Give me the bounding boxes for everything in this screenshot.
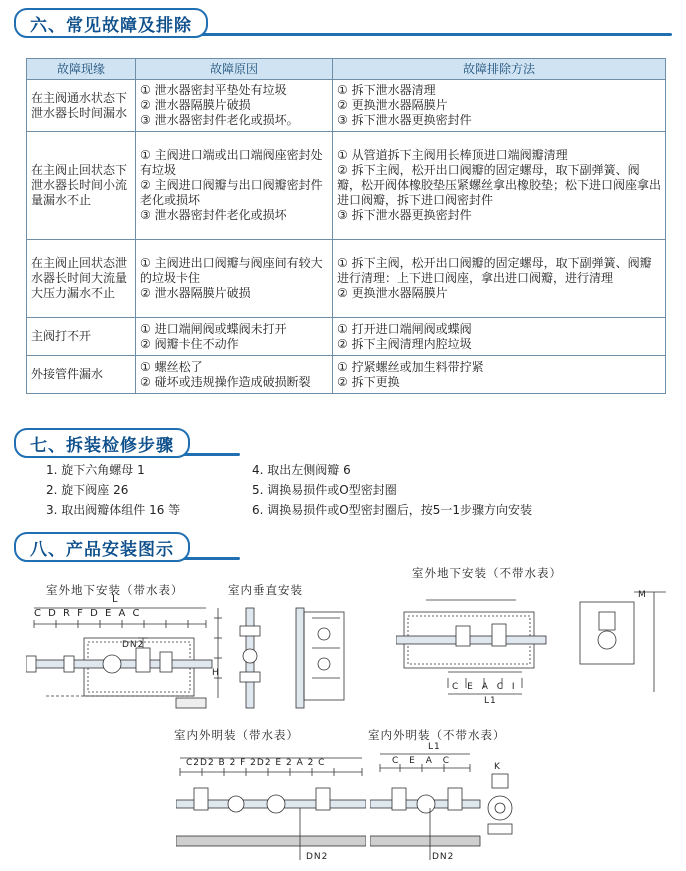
pipe-section [598, 631, 616, 649]
dim-L1: L1 [484, 696, 497, 706]
valve [240, 626, 260, 636]
diagram-title: 室内垂直安装 [228, 583, 303, 597]
cause-item: ② 主阀进口阀瓣与出口阀瓣密封件老化或损坏 [140, 178, 323, 207]
fix-item: ② 拆下主阀，松开出口阀瓣的固定螺母，取下副弹簧、阀瓣，松开阀体橡胶垫压紧螺丝拿出橡胶垫；松下进口阀座拿出进口阀瓣，拆下进口阀密封件 [337, 163, 662, 207]
cause-item: ① 主阀进口端或出口端阀座密封处有垃圾 [140, 148, 323, 177]
table-row [27, 80, 666, 132]
cause-item: ② 泄水器隔膜片破损 [140, 286, 251, 300]
diagram-title: 室内外明装（带水表） [174, 728, 299, 742]
valve-side-view [492, 774, 508, 788]
table-row [27, 318, 666, 356]
symptom-cell: 在主阀通水状态下泄水器长时间漏水 [27, 80, 136, 132]
cause-item: ① 主阀进出口阀瓣与阀座间有较大的垃圾卡住 [140, 256, 323, 285]
cause-item: ② 碰坏或违规操作造成破损断裂 [140, 374, 311, 389]
step-item: 4. 取出左侧阀瓣 6 [252, 463, 351, 477]
diagram-title: 室外地下安装（不带水表） [412, 566, 562, 580]
table-header-row [27, 59, 666, 80]
fix-item: ③ 拆下泄水器更换密封件 [337, 113, 472, 127]
cause-cell [136, 80, 333, 132]
header-symptom: 故障现缘 [27, 59, 136, 80]
cause-cell [136, 318, 333, 356]
meter [228, 796, 244, 812]
drain [176, 698, 206, 708]
dim-labels: C E A C I [452, 682, 518, 692]
dim-K: K [494, 762, 501, 772]
steps-left [46, 460, 180, 520]
table-row [27, 356, 666, 394]
section-header-installation [0, 528, 680, 562]
dim-H: H [212, 668, 220, 678]
main-valve [417, 795, 435, 813]
table-row [27, 240, 666, 318]
floor [176, 836, 366, 846]
symptom-cell: 外接管件漏水 [27, 356, 136, 394]
dim-dn2: DN2 [122, 640, 145, 650]
pipe-section [488, 796, 512, 820]
symptom-cell: 在主阀止回状态下泄水器长时间小流量漏水不止 [27, 132, 136, 240]
valve [160, 652, 172, 672]
step-item: 1. 旋下六角螺母 1 [46, 463, 145, 477]
valve [492, 624, 506, 646]
dim-dn2: DN2 [306, 852, 329, 862]
step-item: 3. 取出阀瓣体组件 16 等 [46, 503, 181, 517]
diagram-title: 室外地下安装（带水表） [46, 583, 184, 597]
dim-labels: C D R F D E A C [34, 608, 142, 619]
section-title: 六、常见故障及排除 [14, 8, 208, 38]
section-title: 八、产品安装图示 [14, 532, 190, 562]
cause-cell [136, 240, 333, 318]
dim-M: M [638, 590, 647, 600]
header-fix: 故障排除方法 [333, 59, 666, 80]
valve [456, 626, 470, 646]
vertical-pipe [296, 608, 304, 708]
symptom-cell: 主阀打不开 [27, 318, 136, 356]
cause-item: ③ 泄水器密封件老化或损坏 [140, 208, 287, 222]
step-item: 5. 调换易损件或O型密封圈 [252, 483, 397, 497]
step-item: 2. 旋下阀座 26 [46, 483, 129, 497]
steps-right [252, 460, 532, 520]
cause-cell [136, 356, 333, 394]
flange [64, 656, 74, 672]
fix-item: ① 拆下泄水器清理 [337, 83, 436, 97]
section-header-faults [0, 4, 680, 38]
cause-cell [136, 132, 333, 240]
meter [103, 655, 121, 673]
fault-table [26, 58, 666, 394]
fix-cell [333, 80, 666, 132]
floor [370, 836, 480, 846]
fix-item: ① 打开进口端闸阀或蝶阀 [337, 321, 472, 336]
valve [136, 648, 150, 672]
pipeline [396, 636, 546, 644]
section-header-disassembly [0, 424, 680, 458]
fix-cell [333, 240, 666, 318]
valve [392, 788, 406, 810]
dim-dn2: DN2 [432, 852, 455, 862]
cause-item: ① 泄水器密封平垫处有垃圾 [140, 83, 287, 97]
fix-item: ② 拆下更换 [337, 374, 400, 389]
diagram-indoor-vertical [212, 598, 362, 716]
meter [243, 649, 257, 663]
fix-item: ① 拆下主阀，松开出口阀瓣的固定螺母，取下副弹簧、阀瓣进行清理：上下进口阀座，拿出进口阀瓣，进行清理 [337, 256, 652, 285]
fix-cell [333, 318, 666, 356]
fix-cell [333, 132, 666, 240]
valve [448, 788, 462, 810]
valve [240, 672, 260, 682]
symptom-cell: 在主阀止回状态泄水器长时间大流量大压力漏水不止 [27, 240, 136, 318]
cause-item: ① 螺丝松了 [140, 359, 203, 374]
wall-frame [304, 612, 344, 700]
cause-item: ② 阀瓣卡住不动作 [140, 336, 239, 351]
section-title: 七、拆装检修步骤 [14, 428, 190, 458]
fix-item: ② 更换泄水器隔膜片 [337, 286, 448, 300]
header-cause: 故障原因 [136, 59, 333, 80]
fix-item: ② 拆下主阀清理内腔垃圾 [337, 336, 472, 351]
dim-L1: L1 [428, 742, 441, 752]
fix-item: ② 更换泄水器隔膜片 [337, 98, 448, 112]
fix-cell [333, 356, 666, 394]
main-valve [267, 795, 285, 813]
fix-item: ① 拧紧螺丝或加生料带拧紧 [337, 359, 484, 374]
fix-item: ① 从管道拆下主阀用长棒顶进口端阀瓣清理 [337, 148, 568, 162]
valve [194, 788, 208, 810]
diagram-title: 室内外明装（不带水表） [368, 728, 506, 742]
step-item: 6. 调换易损件或O型密封圈后，按5一1步骤方向安装 [252, 503, 532, 517]
cause-item: ③ 泄水器密封件老化或损坏。 [140, 113, 299, 127]
flange [26, 656, 36, 672]
cause-item: ② 泄水器隔膜片破损 [140, 98, 251, 112]
dim-labels: C E A C [392, 756, 453, 766]
dim-labels: C2D2 B 2 F 2D2 E 2 A 2 C [186, 758, 326, 768]
table-row [27, 132, 666, 240]
cause-item: ① 进口端闸阀或蝶阀未打开 [140, 321, 287, 336]
diagram-outdoor-underground-no-meter [396, 582, 670, 710]
valve [599, 612, 615, 630]
dim-L: L [112, 594, 119, 605]
fix-item: ③ 拆下泄水器更换密封件 [337, 208, 472, 222]
valve [316, 788, 330, 810]
